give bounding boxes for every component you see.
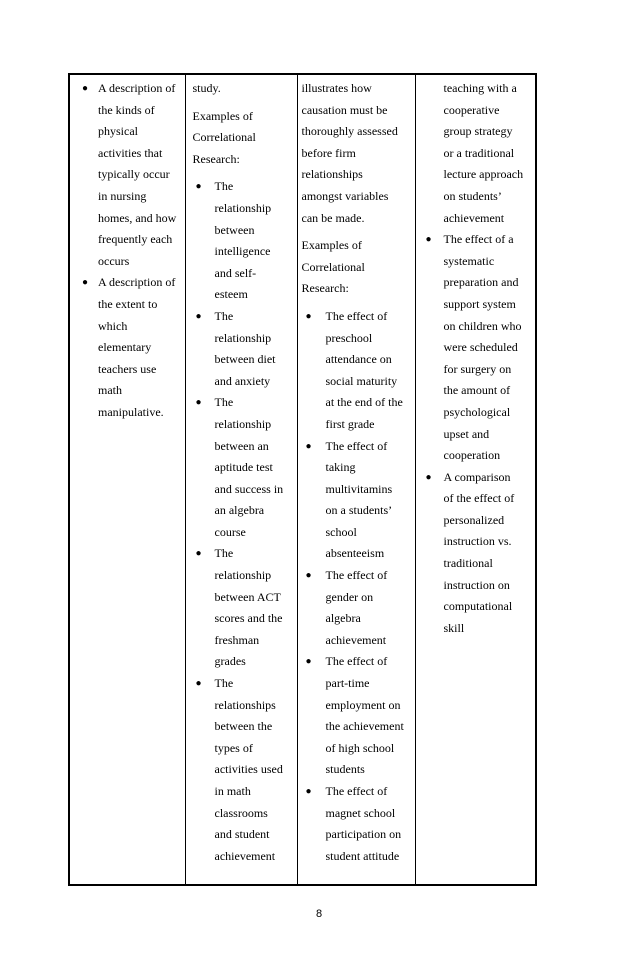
col4-content <box>416 75 536 639</box>
col1-content <box>70 75 185 424</box>
bullet-text-line: skill <box>443 620 465 635</box>
bullet-text-line: and anxiety <box>214 373 271 388</box>
bullet-text-line: systematic <box>443 253 495 268</box>
bullet-text-line: algebra <box>325 611 361 626</box>
bullet-text-line: the kinds of <box>98 102 155 117</box>
bullet-text-line: the extent to <box>98 296 158 311</box>
examples-heading-line: Examples of <box>301 238 362 253</box>
bullet-text-line: scores and the <box>214 611 283 626</box>
paragraph-line: can be made. <box>301 210 365 225</box>
bullet-icon: ● <box>195 181 202 193</box>
bullet-list <box>70 78 185 424</box>
bullet-text-line: personalized <box>443 512 505 527</box>
bullet-text-line: intelligence <box>214 244 271 259</box>
col2-content <box>186 75 297 867</box>
bullet-text-line: grades <box>214 654 246 669</box>
paragraph-line: lecture approach <box>443 167 524 182</box>
bullet-text-line: A description of <box>98 275 176 290</box>
list-item <box>186 543 297 673</box>
bullet-text-line: relationship <box>214 200 272 215</box>
bullet-text-line: The effect of <box>325 308 388 323</box>
bullet-text-line: occurs <box>98 253 130 268</box>
bullet-text-line: an algebra <box>214 503 265 518</box>
paragraph-line: achievement <box>443 210 505 225</box>
paragraph-line: illustrates how <box>301 81 372 95</box>
bullet-text-line: between diet <box>214 352 276 367</box>
page-number: 8 <box>315 908 323 920</box>
list-item <box>186 673 297 867</box>
paragraph-line: before firm <box>301 145 356 160</box>
bullet-text-line: homes, and how <box>98 210 177 225</box>
bullet-text-line: between <box>214 222 255 237</box>
bullet-text-line: traditional <box>443 556 493 571</box>
bullet-text-line: The effect of <box>325 438 388 453</box>
bullet-text-line: of high school <box>325 740 395 755</box>
bullet-text-line: attendance on <box>325 352 392 367</box>
bullet-text-line: computational <box>443 599 513 614</box>
paragraph-line: relationships <box>301 167 363 182</box>
list-item <box>416 467 536 640</box>
bullet-text-line: manipulative. <box>98 404 164 419</box>
bullet-text-line: relationships <box>214 697 276 712</box>
list-item <box>186 306 297 392</box>
bullet-icon: ● <box>305 440 312 452</box>
bullet-text-line: types of <box>214 740 253 755</box>
bullet-icon: ● <box>195 548 202 560</box>
bullet-text-line: the amount of <box>443 383 511 398</box>
correlational-research-table <box>68 73 537 886</box>
bullet-text-line: and student <box>214 827 270 842</box>
table-cell-col3 <box>297 74 415 885</box>
bullet-text-line: which <box>98 318 128 333</box>
table-cell-col2 <box>185 74 297 885</box>
bullet-icon: ● <box>425 234 432 246</box>
bullet-text-line: teachers use <box>98 361 157 376</box>
table-cell-col1 <box>69 74 185 885</box>
bullet-text-line: The effect of a <box>443 232 514 247</box>
bullet-text-line: The effect of <box>325 568 388 583</box>
list-item <box>70 78 185 272</box>
table-row <box>69 74 536 885</box>
bullet-text-line: magnet school <box>325 805 396 820</box>
examples-heading-line: Examples of <box>192 108 253 123</box>
paragraph-line: on students’ <box>443 188 502 203</box>
bullet-text-line: for surgery on <box>443 361 512 376</box>
col3-content <box>298 75 415 867</box>
bullet-text-line: freshman <box>214 632 260 647</box>
bullet-list <box>416 229 536 639</box>
list-item <box>416 229 536 467</box>
bullet-icon: ● <box>82 83 89 94</box>
bullet-text-line: on a students’ <box>325 503 393 518</box>
bullet-text-line: employment on <box>325 697 401 712</box>
bullet-text-line: part-time <box>325 676 370 691</box>
list-item <box>298 651 415 781</box>
examples-heading-line: Research: <box>301 281 349 296</box>
bullet-text-line: support system <box>443 296 516 311</box>
bullet-text-line: classrooms <box>214 805 268 820</box>
bullet-text-line: frequently each <box>98 232 173 247</box>
bullet-text-line: activities that <box>98 145 163 160</box>
bullet-text-line: aptitude test <box>214 460 273 475</box>
list-item <box>298 781 415 867</box>
bullet-text-line: upset and <box>443 426 490 441</box>
bullet-text-line: taking <box>325 460 356 475</box>
bullet-icon: ● <box>195 678 202 690</box>
bullet-text-line: typically occur <box>98 167 170 182</box>
bullet-text-line: activities used <box>214 762 283 777</box>
bullet-icon: ● <box>305 310 312 322</box>
paragraph-line: causation must be <box>301 102 388 117</box>
examples-heading-line: Correlational <box>192 130 256 145</box>
bullet-text-line: course <box>214 524 246 539</box>
bullet-text-line: student attitude <box>325 848 400 863</box>
bullet-text-line: preparation and <box>443 275 519 290</box>
bullet-text-line: A description of <box>98 81 176 95</box>
bullet-icon: ● <box>82 277 89 289</box>
bullet-text-line: esteem <box>214 287 248 302</box>
bullet-icon: ● <box>305 656 312 668</box>
table-cell-col4 <box>415 74 536 885</box>
bullet-text-line: and self- <box>214 265 257 280</box>
bullet-text-line: physical <box>98 124 138 139</box>
bullet-icon: ● <box>195 310 202 322</box>
paragraph-line: cooperative <box>443 102 500 117</box>
bullet-text-line: at the end of the <box>325 395 403 410</box>
paragraph-line: group strategy <box>443 124 513 139</box>
bullet-text-line: The effect of <box>325 784 388 798</box>
bullet-text-line: social maturity <box>325 373 398 388</box>
bullet-icon: ● <box>305 570 312 582</box>
bullet-text-line: in math <box>214 784 251 798</box>
bullet-list <box>298 306 415 867</box>
bullet-text-line: the achievement <box>325 719 404 734</box>
bullet-text-line: first grade <box>325 416 375 431</box>
bullet-text-line: of the effect of <box>443 491 515 506</box>
bullet-list <box>186 176 297 867</box>
bullet-text-line: on children who <box>443 318 522 333</box>
bullet-text-line: achievement <box>214 848 276 863</box>
bullet-text-line: gender on <box>325 589 374 604</box>
bullet-text-line: instruction on <box>443 577 510 592</box>
bullet-text-line: achievement <box>325 632 387 647</box>
bullet-text-line: and success in <box>214 481 284 496</box>
bullet-text-line: relationship <box>214 330 272 345</box>
bullet-text-line: preschool <box>325 330 373 345</box>
bullet-text-line: relationship <box>214 568 272 583</box>
paragraph-line: or a traditional <box>443 145 515 160</box>
paragraph-line: teaching with a <box>443 81 517 95</box>
examples-heading-line: Correlational <box>301 259 365 274</box>
list-item <box>186 392 297 543</box>
bullet-text-line: between an <box>214 438 269 453</box>
bullet-text-line: school <box>325 524 357 539</box>
bullet-icon: ● <box>425 471 432 483</box>
bullet-text-line: students <box>325 762 365 777</box>
bullet-text-line: math <box>98 383 122 398</box>
bullet-icon: ● <box>305 786 312 797</box>
bullet-text-line: psychological <box>443 404 511 419</box>
bullet-text-line: The <box>214 179 234 194</box>
bullet-text-line: absenteeism <box>325 546 385 561</box>
bullet-text-line: The <box>214 395 234 410</box>
bullet-text-line: The <box>214 546 234 561</box>
bullet-text-line: The <box>214 308 234 323</box>
bullet-text-line: multivitamins <box>325 481 393 496</box>
paragraph-line: thoroughly assessed <box>301 124 398 139</box>
bullet-text-line: cooperation <box>443 448 501 463</box>
bullet-text-line: The <box>214 676 234 691</box>
list-item <box>186 176 297 306</box>
list-item <box>298 565 415 651</box>
paragraph-line: amongst variables <box>301 188 389 203</box>
bullet-text-line: instruction vs. <box>443 534 512 549</box>
bullet-text-line: were scheduled <box>443 340 518 355</box>
bullet-text-line: between ACT <box>214 589 281 604</box>
bullet-text-line: participation on <box>325 827 402 842</box>
bullet-text-line: in nursing <box>98 188 147 203</box>
list-item <box>298 436 415 566</box>
bullet-text-line: relationship <box>214 416 272 431</box>
list-item <box>70 272 185 423</box>
bullet-text-line: A comparison <box>443 469 511 484</box>
bullet-text-line: between the <box>214 719 273 734</box>
bullet-text-line: elementary <box>98 340 152 355</box>
bullet-icon: ● <box>195 397 202 409</box>
paragraph-line: study. <box>192 81 221 95</box>
bullet-text-line: The effect of <box>325 654 388 669</box>
examples-heading-line: Research: <box>192 151 240 166</box>
list-item <box>298 306 415 436</box>
